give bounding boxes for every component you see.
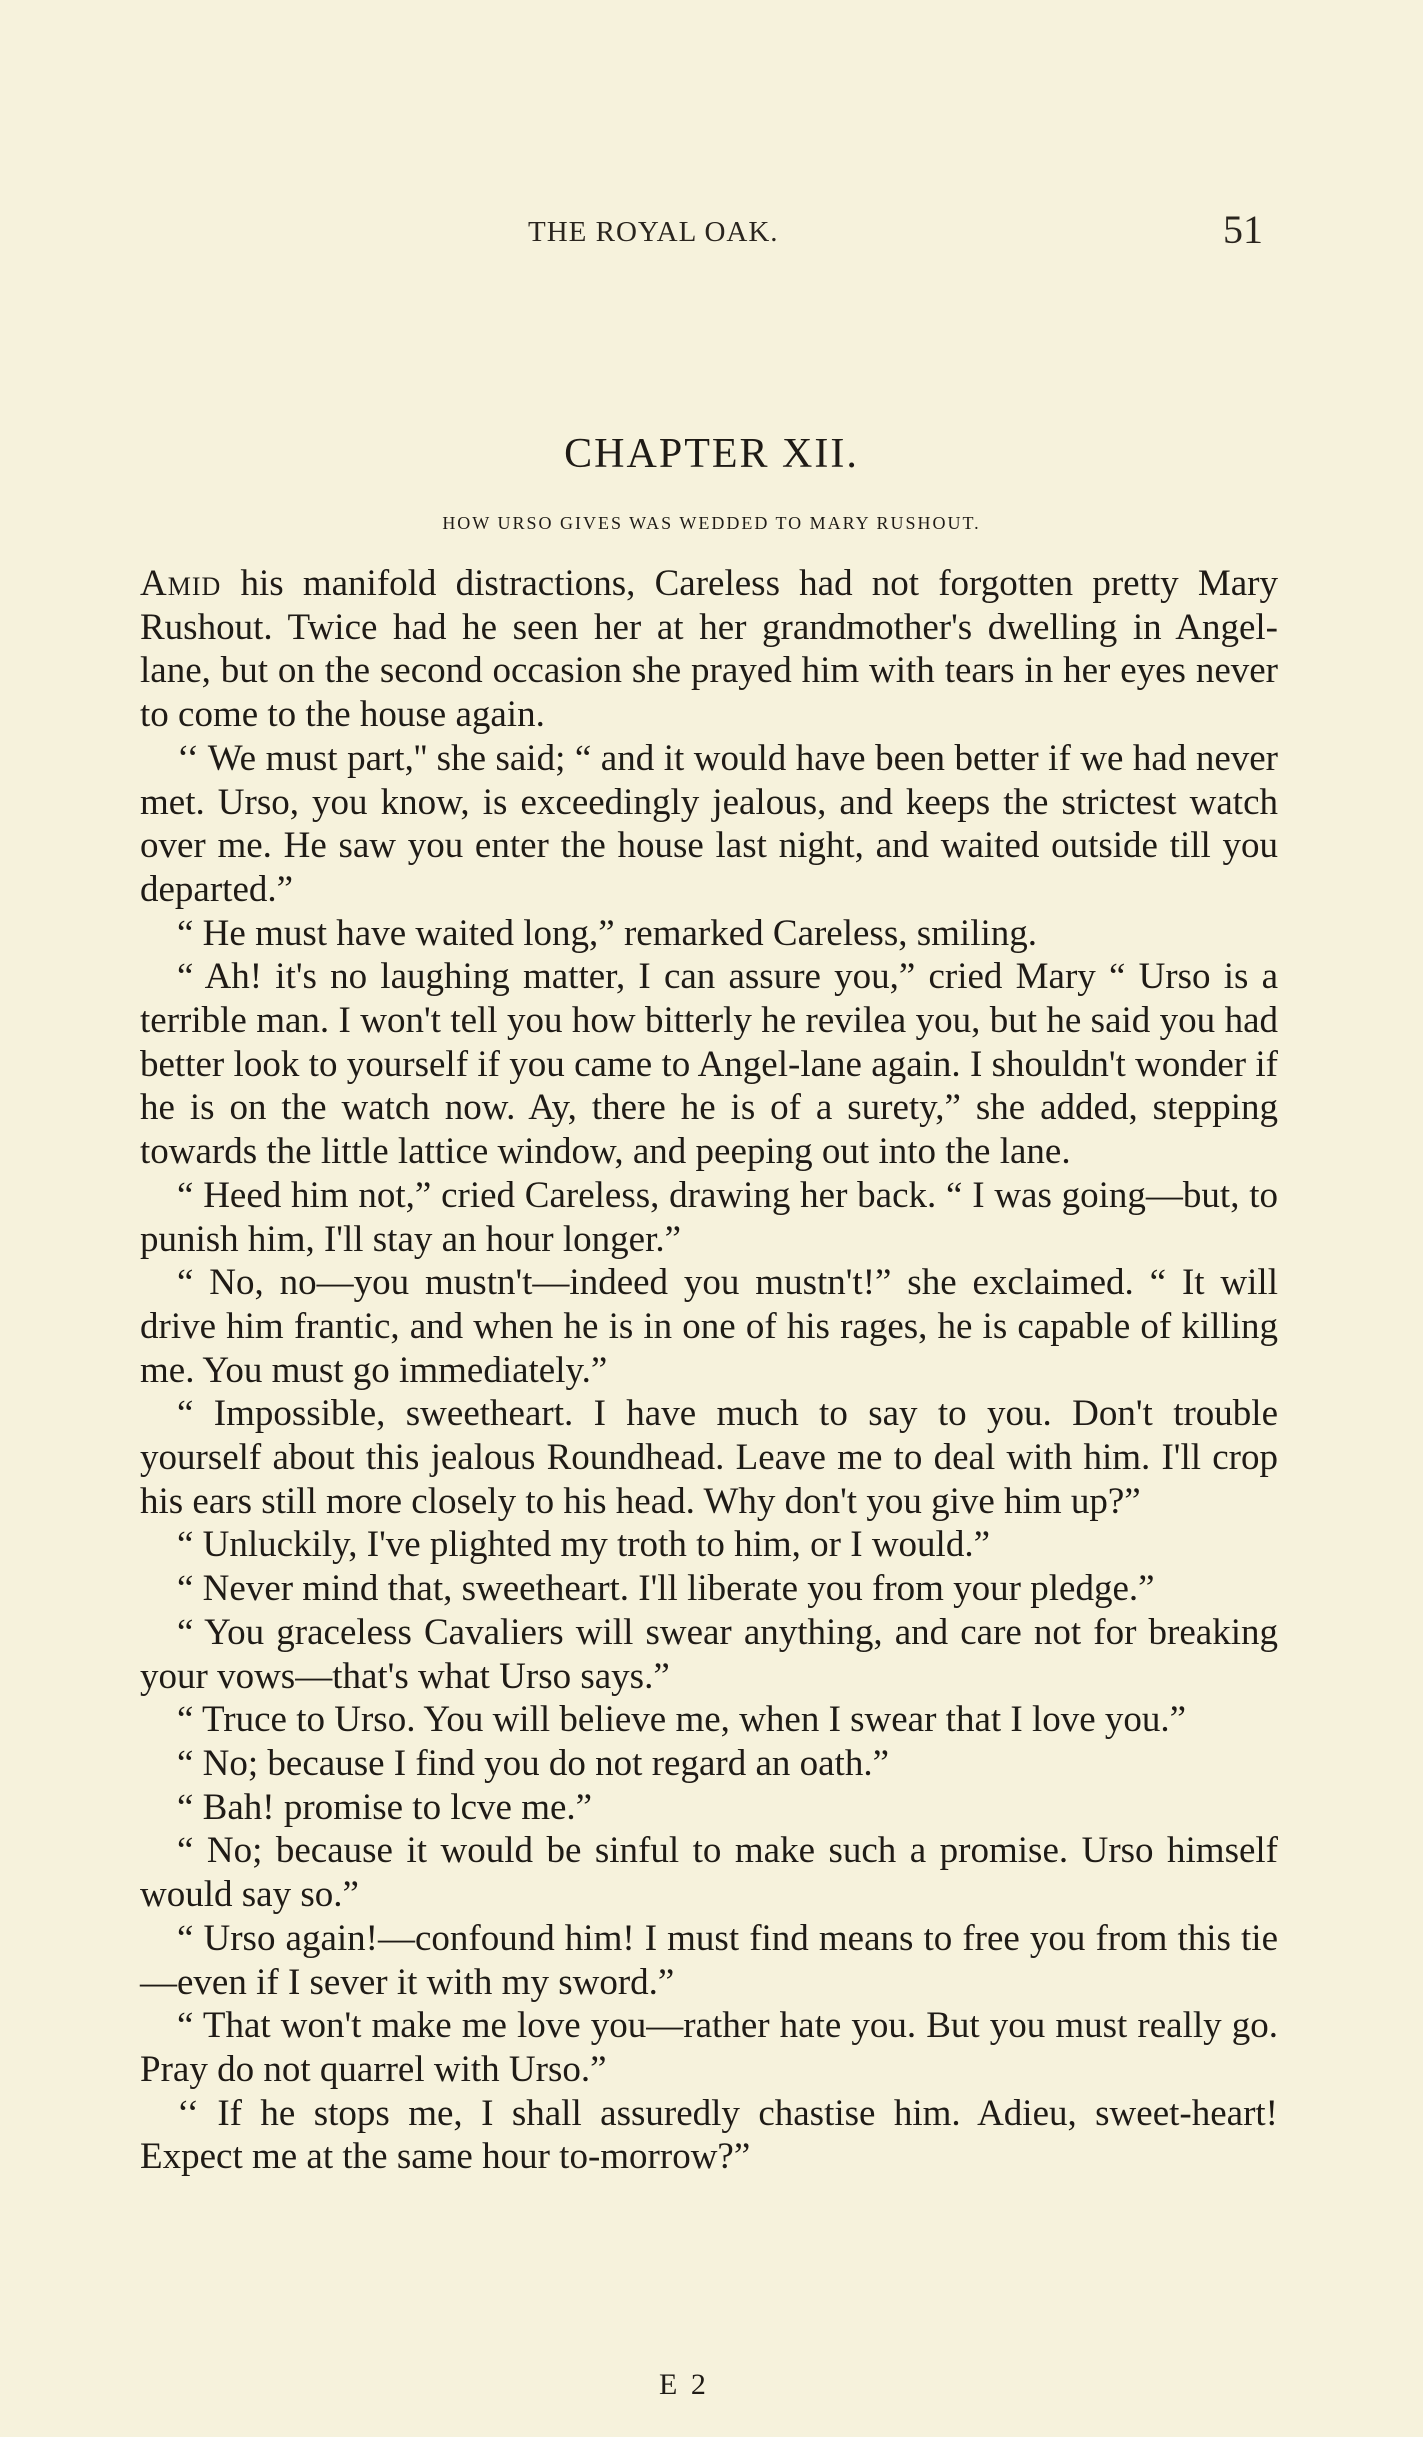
paragraph: “ Truce to Urso. You will believe me, when I swear that I love you.”	[177, 1699, 1187, 1741]
paragraph: “ That won't make me love you—rather hate you. But you must really go. Pray do not quarrel with Urso.”	[140, 2005, 1278, 2090]
paragraph-text: his manifold distractions, Careless had not forgotten pretty Mary Rushout. Twice had he seen her at her grandmother's dwelling in Angel-lane, but on the second occasion she prayed him with tears in her eyes never to come to the house again.	[140, 563, 1278, 736]
paragraph: “ No, no—you mustn't—indeed you mustn't!” she exclaimed. “ It will drive him frantic, and when he is in one of his rages, he is capable of killing me. You must go immediately.”	[140, 1262, 1278, 1391]
paragraph: “ Ah! it's no laughing matter, I can assure you,” cried Mary “ Urso is a terrible man. I won't tell you how bitterly he revilea you, but he said you had better look to yourself if you came to Angel-lane again. I shouldn't wonder if he is on the watch now. Ay, there he is of a surety,” she added, stepping towards the little lattice window, and peeping out into the lane.	[140, 956, 1278, 1173]
paragraph: ‘‘ If he stops me, I shall assuredly chastise him. Adieu, sweet-heart! Expect me at the same hour to-morrow?”	[140, 2092, 1278, 2178]
paragraph: “ Unluckily, I've plighted my troth to him, or I would.”	[177, 1524, 990, 1566]
chapter-body	[140, 562, 1278, 2179]
paragraph: “ You graceless Cavaliers will swear anything, and care not for breaking your vows—that's what Urso says.”	[140, 1611, 1278, 1697]
page-number: 51	[1223, 207, 1263, 252]
paragraph: “ He must have waited long,” remarked Careless, smiling.	[177, 912, 1037, 954]
paragraph: “ Impossible, sweetheart. I have much to say to you. Don't trouble yourself about this jealous Roundhead. Leave me to deal with him. I'll crop his ears still more closely to his head. Why don't you give him up?”	[140, 1393, 1278, 1522]
paragraph: ‘‘ We must part,'' she said; “ and it would have been better if we had never met. Urso, you know, is exceedingly jealous, and keeps the strictest watch over me. He saw you enter the house last night, and waited outside till you departed.”	[140, 737, 1278, 910]
paragraph: “ No; because I find you do not regard an oath.”	[177, 1742, 889, 1784]
paragraph: “ Urso again!—confound him! I must find means to free you from this tie—even if I sever it with my sword.”	[140, 1917, 1278, 2003]
paragraph	[140, 562, 1278, 737]
paragraph: “ No; because it would be sinful to make such a promise. Urso himself would say so.”	[140, 1830, 1278, 1916]
opening-word: Amid	[140, 563, 222, 604]
signature-mark: E 2	[659, 2368, 709, 2401]
paragraph: “ Bah! promise to lcve me.”	[177, 1786, 593, 1828]
chapter-title: CHAPTER XII.	[564, 431, 859, 477]
paragraph: “ Never mind that, sweetheart. I'll liberate you from your pledge.”	[177, 1568, 1155, 1610]
chapter-subtitle: HOW URSO GIVES WAS WEDDED TO MARY RUSHOUT.	[442, 513, 981, 533]
running-head: THE ROYAL OAK.	[528, 216, 779, 248]
paragraph: “ Heed him not,” cried Careless, drawing her back. “ I was going—but, to punish him, I'll stay an hour longer.”	[140, 1174, 1278, 1260]
